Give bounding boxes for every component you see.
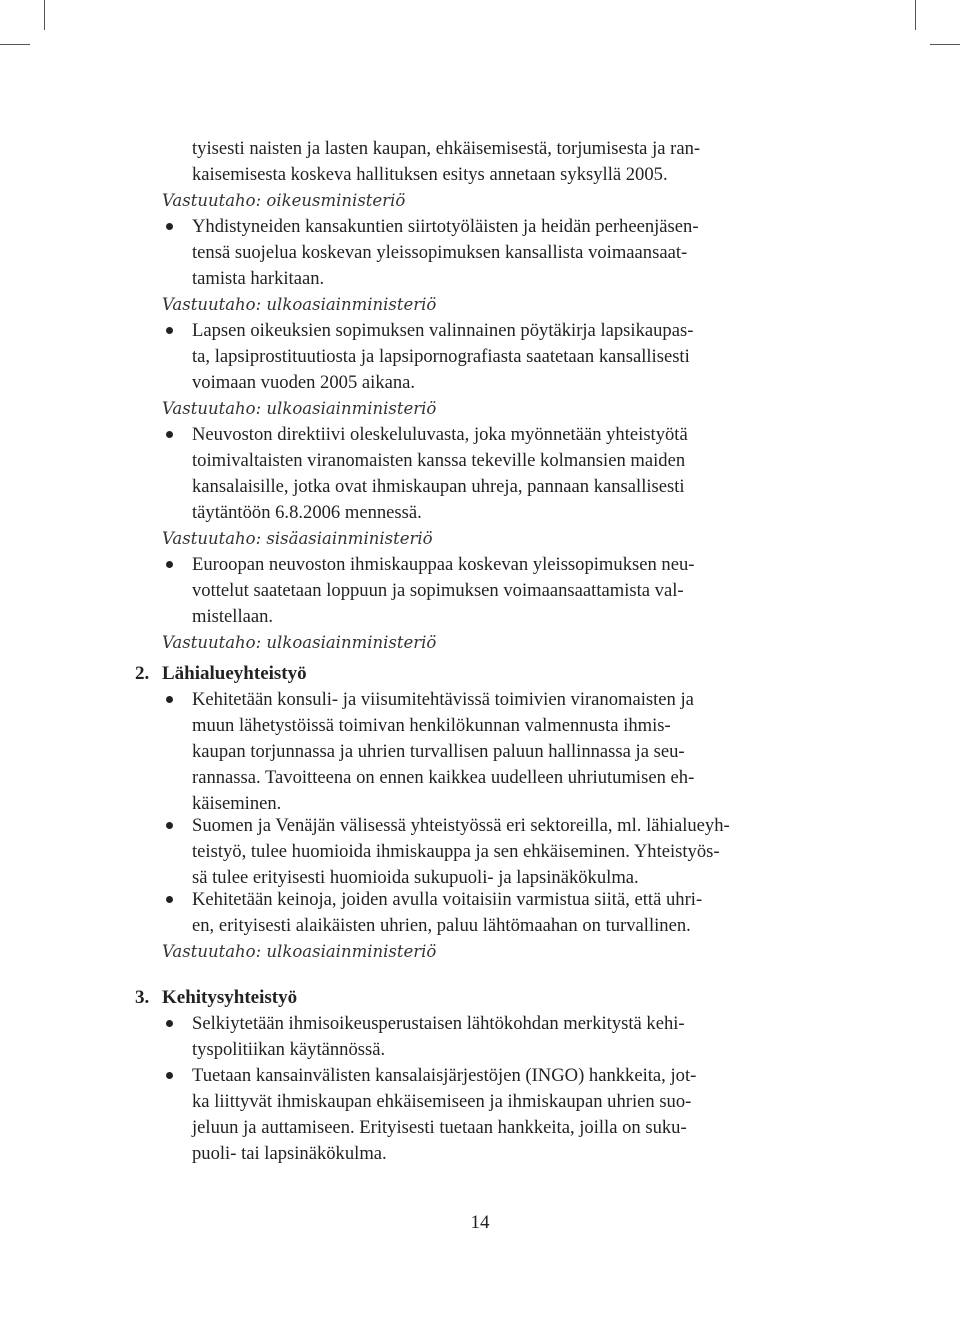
crop-mark: [0, 44, 30, 45]
bullet-icon: [166, 896, 173, 903]
text-line: sä tulee erityisesti huomioida sukupuoli- ja lapsinäkökulma.: [192, 867, 639, 888]
responsibility-label: Vastuutaho: ulkoasiainministeriö: [162, 633, 437, 652]
text-line: tamista harkitaan.: [192, 268, 325, 289]
text-line: jeluun ja auttamiseen. Erityisesti tuetaan hankkeita, joilla on suku-: [192, 1117, 687, 1138]
bullet-icon: [166, 822, 173, 829]
bullet-icon: [166, 561, 173, 568]
text-line: kansalaisille, jotka ovat ihmiskaupan uhreja, pannaan kansallisesti: [192, 476, 685, 497]
text-line: ta, lapsiprostituutiosta ja lapsipornografiasta saatetaan kansallisesti: [192, 346, 690, 367]
responsibility-label: Vastuutaho: ulkoasiainministeriö: [162, 295, 437, 314]
text-line: Selkiytetään ihmisoikeusperustaisen lähtökohdan merkitystä kehi-: [192, 1013, 685, 1034]
text-line: Suomen ja Venäjän välisessä yhteistyössä eri sektoreilla, ml. lähialueyh-: [192, 815, 730, 836]
text-line: Tuetaan kansainvälisten kansalaisjärjestöjen (INGO) hankkeita, jot-: [192, 1065, 697, 1086]
text-line: Neuvoston direktiivi oleskeluluvasta, joka myönnetään yhteistyötä: [192, 424, 688, 445]
text-line: Lapsen oikeuksien sopimuksen valinnainen pöytäkirja lapsikaupas-: [192, 320, 694, 341]
responsibility-label: Vastuutaho: oikeusministeriö: [162, 191, 406, 210]
text-line: mistellaan.: [192, 606, 274, 627]
section-heading: Lähialueyhteistyö: [162, 663, 307, 684]
section-heading: Kehitysyhteistyö: [162, 987, 298, 1008]
responsibility-label: Vastuutaho: ulkoasiainministeriö: [162, 942, 437, 961]
bullet-icon: [166, 223, 173, 230]
text-line: puoli- tai lapsinäkökulma.: [192, 1143, 387, 1164]
responsibility-label: Vastuutaho: sisäasiainministeriö: [162, 529, 433, 548]
text-line: tyspolitiikan käytännössä.: [192, 1039, 386, 1060]
section-number: 2.: [135, 663, 150, 684]
text-line: voimaan vuoden 2005 aikana.: [192, 372, 416, 393]
crop-mark: [930, 44, 960, 45]
text-line: en, erityisesti alaikäisten uhrien, paluu lähtömaahan on turvallinen.: [192, 915, 691, 936]
text-line: rannassa. Tavoitteena on ennen kaikkea uudelleen uhriutumisen eh-: [192, 767, 695, 788]
bullet-icon: [166, 431, 173, 438]
text-line: vottelut saatetaan loppuun ja sopimuksen voimaansaattamista val-: [192, 580, 684, 601]
text-line: Kehitetään konsuli- ja viisumitehtävissä toimivien viranomaisten ja: [192, 689, 694, 710]
bullet-icon: [166, 327, 173, 334]
text-line: muun lähetystöissä toimivan henkilökunnan valmennusta ihmis-: [192, 715, 671, 736]
text-line: täytäntöön 6.8.2006 mennessä.: [192, 502, 422, 523]
text-line: kaupan torjunnassa ja uhrien turvallisen paluun hallinnassa ja seu-: [192, 741, 685, 762]
text-line: teistyö, tulee huomioida ihmiskauppa ja sen ehkäiseminen. Yhteistyös-: [192, 841, 720, 862]
crop-mark: [44, 0, 45, 30]
text-line: käiseminen.: [192, 793, 282, 814]
text-line: Euroopan neuvoston ihmiskauppaa koskevan yleissopimuksen neu-: [192, 554, 695, 575]
text-line: kaisemisesta koskeva hallituksen esitys annetaan syksyllä 2005.: [192, 164, 668, 185]
section-number: 3.: [135, 987, 150, 1008]
text-line: ka liittyvät ihmiskaupan ehkäisemiseen ja ihmiskaupan uhrien suo-: [192, 1091, 692, 1112]
text-line: tensä suojelua koskevan yleissopimuksen kansallista voimaansaat-: [192, 242, 688, 263]
text-line: Kehitetään keinoja, joiden avulla voitaisiin varmistua siitä, että uhri-: [192, 889, 703, 910]
responsibility-label: Vastuutaho: ulkoasiainministeriö: [162, 399, 437, 418]
text-line: tyisesti naisten ja lasten kaupan, ehkäisemisestä, torjumisesta ja ran-: [192, 138, 701, 159]
text-line: Yhdistyneiden kansakuntien siirtotyöläisten ja heidän perheenjäsen-: [192, 216, 699, 237]
page-number: 14: [470, 1212, 490, 1233]
crop-mark: [915, 0, 916, 30]
bullet-icon: [166, 696, 173, 703]
text-line: toimivaltaisten viranomaisten kanssa tekeville kolmansien maiden: [192, 450, 686, 471]
bullet-icon: [166, 1072, 173, 1079]
bullet-icon: [166, 1020, 173, 1027]
